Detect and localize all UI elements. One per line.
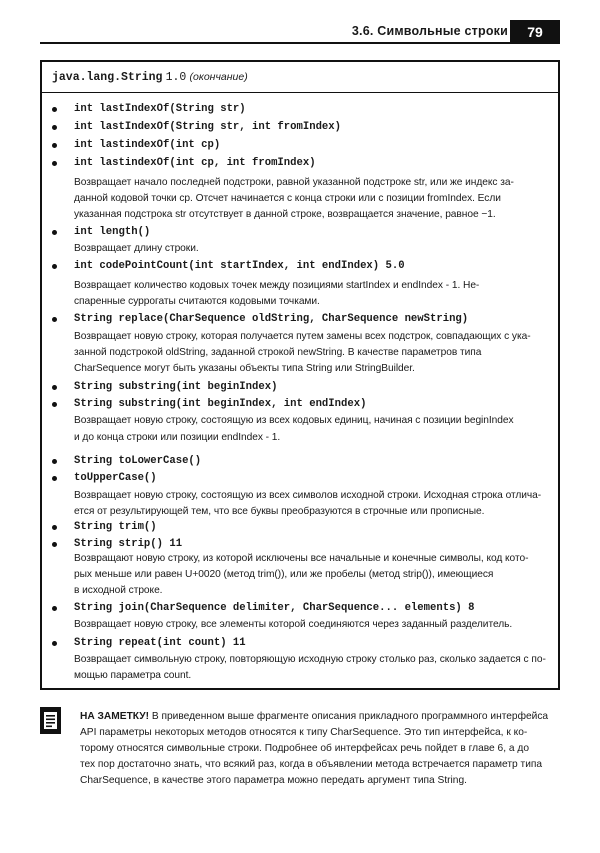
running-header-title: 3.6. Символьные строки [351, 24, 508, 38]
bullet [52, 459, 57, 464]
method-signature: String trim() [74, 521, 157, 533]
method-signature: String substring(int beginIndex, int endIndex) [74, 398, 367, 410]
method-description: данной кодовой точки cp. Отсчет начинается с конца строки или с позиции fromIndex. Если [74, 193, 501, 204]
bullet [52, 317, 57, 322]
bullet [52, 525, 57, 530]
note-title: НА ЗАМЕТКУ! [80, 711, 149, 722]
bullet [52, 161, 57, 166]
bullet [52, 542, 57, 547]
method-description: Возвращает новую строку, состоящую из всех кодовых единиц, начиная с позиции beginIndex [74, 415, 514, 426]
method-description: и до конца строки или позиции endIndex - 1. [74, 432, 281, 443]
method-description: Возвращают новую строку, из которой исключены все начальные и конечные символы, код кото- [74, 553, 529, 564]
note-line: API параметры некоторых методов относятся к типу CharSequence. Это тип интерфейса, к ко- [80, 727, 528, 738]
method-description: указанная подстрока str отсутствует в данной строке, возвращается значение, равное −1. [74, 209, 496, 220]
method-signature: toUpperCase() [74, 472, 157, 484]
method-signature: int lastIndexOf(String str) [74, 103, 246, 115]
note-line: торому относятся символьные строки. Подробнее об интерфейсах речь пойдет в главе 6, а до [80, 743, 529, 754]
note-icon [40, 707, 61, 734]
method-description: в исходной строке. [74, 585, 163, 596]
bullet [52, 402, 57, 407]
note-line: НА ЗАМЕТКУ! В приведенном выше фрагменте описания прикладного программного интерфейса [80, 711, 549, 722]
method-signature: int lastIndexOf(String str, int fromIndex) [74, 121, 342, 133]
method-signature: String substring(int beginIndex) [74, 381, 278, 393]
header-rule [40, 42, 510, 44]
api-box-header [42, 62, 558, 93]
bullet [52, 606, 57, 611]
method-description: CharSequence могут быть указаны объекты типа String или StringBuilder. [74, 363, 415, 374]
method-signature: String replace(CharSequence oldString, CharSequence newString) [74, 313, 469, 325]
method-description: Возвращает символьную строку, повторяющую исходную строку столько раз, сколько задается с по- [74, 654, 546, 665]
bullet [52, 385, 57, 390]
method-description: Возвращает новую строку, все элементы которой соединяются через заданный разделитель. [74, 619, 513, 630]
note-line: CharSequence, в качестве этого параметра можно передать аргумент типа String. [80, 775, 467, 786]
method-description: Возвращает новую строку, которая получается путем замены всех подстрок, совпадающих с ука- [74, 331, 531, 342]
method-description: мощью параметра count. [74, 670, 192, 681]
method-signature: int lastindexOf(int cp, int fromIndex) [74, 157, 316, 169]
bullet [52, 107, 57, 112]
method-description: занной подстрокой oldString, заданной строкой newString. В качестве параметров типа [74, 347, 482, 358]
bullet [52, 476, 57, 481]
note-line: тех пор достаточно знать, что всякий раз, когда в объявлении метода встречается параметр типа [80, 759, 543, 770]
method-signature: String strip() 11 [74, 538, 183, 550]
page-number: 79 [510, 20, 560, 44]
method-signature: String repeat(int count) 11 [74, 637, 246, 649]
method-description: Возвращает количество кодовых точек между позициями startIndex и endIndex - 1. Не- [74, 280, 480, 291]
class-version: 1.0 [165, 71, 187, 84]
method-signature: int lastindexOf(int cp) [74, 139, 221, 151]
bullet [52, 641, 57, 646]
bullet [52, 264, 57, 269]
method-signature: int codePointCount(int startIndex, int endIndex) 5.0 [74, 260, 405, 272]
bullet [52, 125, 57, 130]
method-signature: String join(CharSequence delimiter, CharSequence... elements) 8 [74, 602, 475, 614]
method-description: спаренные суррогаты считаются кодовыми точками. [74, 296, 320, 307]
method-description: рых меньше или равен U+0020 (метод trim()), или же пробелы (метод strip()), имеющиеся [74, 569, 494, 580]
method-description: ется от результирующей тем, что все буквы преобразуются в строчные или прописные. [74, 506, 485, 517]
bullet [52, 230, 57, 235]
box-suffix: (окончание) [189, 71, 248, 83]
method-description: Возвращает новую строку, состоящую из всех символов исходной строки. Исходная строка отлича- [74, 490, 542, 501]
class-name: java.lang.String [52, 71, 163, 84]
method-signature: int length() [74, 226, 151, 238]
bullet [52, 143, 57, 148]
method-description: Возвращает начало последней подстроки, равной указанной подстроке str, или же индекс за- [74, 177, 514, 188]
method-signature: String toLowerCase() [74, 455, 202, 467]
method-description: Возвращает длину строки. [74, 243, 199, 254]
